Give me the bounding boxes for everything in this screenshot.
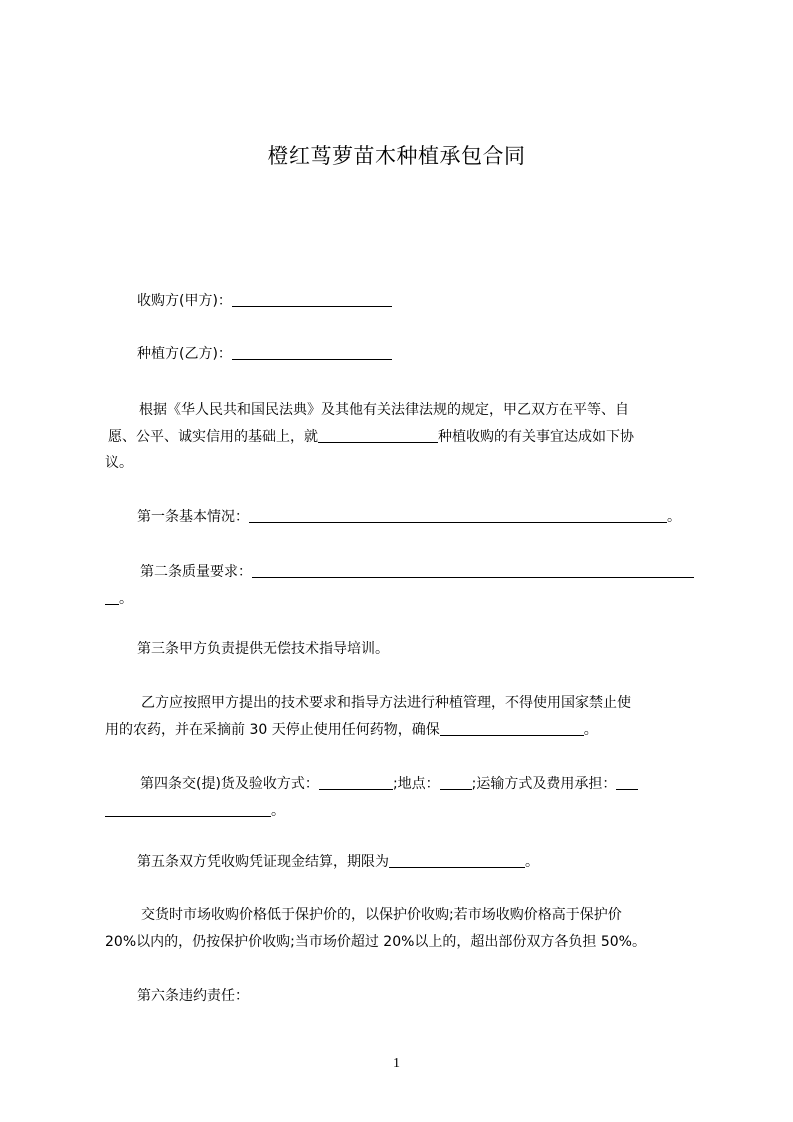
article-4-end: 。	[271, 803, 285, 819]
article-3-detail-line-2	[105, 721, 598, 739]
article-2-blank-cont	[105, 590, 119, 605]
article-4-transport-blank	[616, 775, 638, 790]
article-3-line: 第三条甲方负责提供无偿技术指导培训。	[137, 641, 389, 657]
article-4-method-blank	[319, 775, 393, 790]
party-b-blank	[232, 345, 392, 360]
article-3-detail-prefix: 用的农药，并在采摘前 30 天停止使用任何药物，确保	[105, 722, 440, 738]
intro-line-2	[108, 428, 634, 446]
party-b-line	[137, 345, 392, 363]
intro-subject-blank	[318, 428, 438, 443]
article-3-ensure-blank	[440, 721, 584, 736]
intro-line-3: 议。	[105, 455, 133, 471]
article-1-blank	[249, 508, 667, 523]
article-5-period-blank	[389, 853, 525, 868]
article-4-location-blank	[440, 775, 472, 790]
article-2-end: 。	[119, 591, 133, 607]
article-5-prefix: 第五条双方凭收购凭证现金结算，期限为	[137, 854, 389, 870]
article-4-transport-label: ;运输方式及费用承担：	[471, 776, 617, 792]
intro-line-1: 根据《华人民共和国民法典》及其他有关法律法规的规定，甲乙双方在平等、自	[139, 402, 629, 418]
party-a-line	[137, 292, 392, 310]
intro-line-2-prefix: 愿、公平、诚实信用的基础上，就	[108, 429, 318, 445]
article-4-transport-blank-cont	[105, 802, 271, 817]
article-2-blank	[252, 563, 694, 578]
party-a-label: 收购方(甲方)：	[137, 293, 232, 309]
article-5-line	[137, 853, 539, 871]
intro-line-2-suffix: 种植收购的有关事宜达成如下协	[438, 429, 634, 445]
article-4-location-label: ;地点：	[392, 776, 440, 792]
article-6-line: 第六条违约责任：	[137, 988, 249, 1004]
article-4-line-2	[105, 802, 285, 820]
party-b-label: 种植方(乙方)：	[137, 346, 232, 362]
article-2-label: 第二条质量要求：	[140, 564, 252, 580]
article-4-label: 第四条交(提)货及验收方式：	[140, 776, 319, 792]
article-5-end: 。	[525, 854, 539, 870]
article-5-detail-line-1: 交货时市场收购价格低于保护价的，以保护价收购;若市场收购价格高于保护价	[141, 907, 622, 923]
article-1-end: 。	[667, 509, 681, 525]
article-2-line	[140, 563, 694, 581]
article-1-line	[137, 508, 681, 526]
article-3-detail-end: 。	[583, 722, 598, 738]
article-2-line-2	[105, 590, 133, 608]
article-1-label: 第一条基本情况：	[137, 509, 249, 525]
article-4-line	[140, 775, 638, 793]
document-title: 橙红茑萝苗木种植承包合同	[267, 144, 526, 168]
page-number: 1	[393, 1056, 400, 1071]
party-a-blank	[232, 292, 392, 307]
article-5-detail-line-2: 20%以内的，仍按保护价收购;当市场价超过 20%以上的，超出部份双方各负担 50%。	[105, 934, 646, 950]
article-3-detail-line-1: 乙方应按照甲方提出的技术要求和指导方法进行种植管理，不得使用国家禁止使	[141, 695, 631, 711]
